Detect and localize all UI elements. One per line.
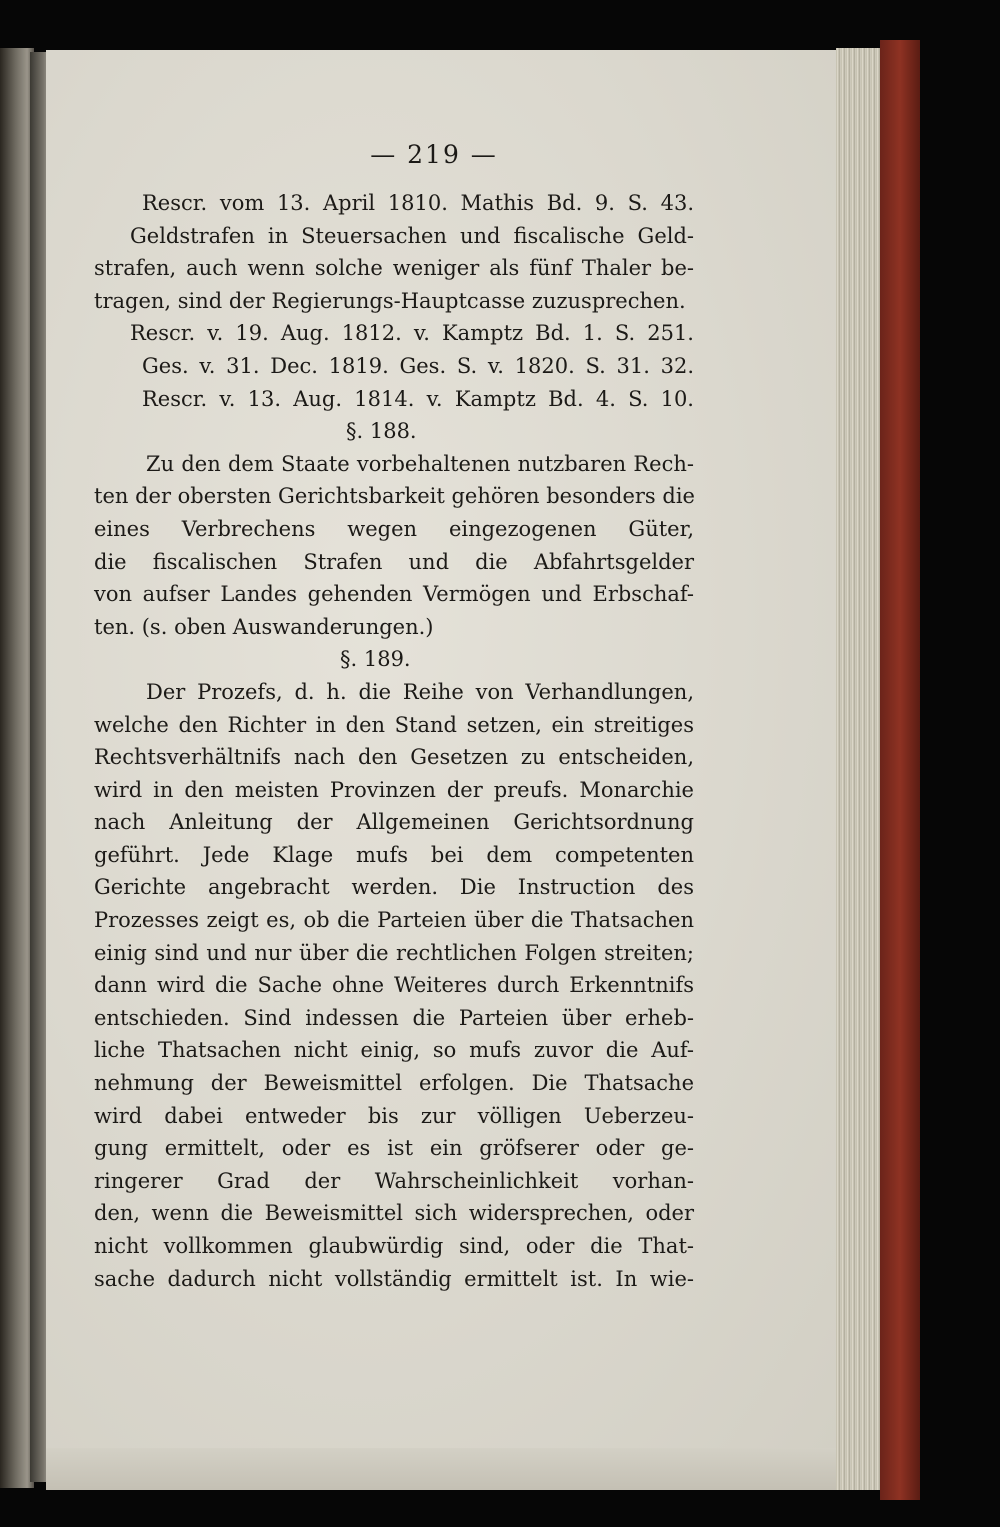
left-page-edge [0,48,34,1488]
page-bottom-margin [46,1448,842,1490]
text-line: geführt. Jede Klage mufs bei dem competenten [94,842,694,867]
text-line: ten der obersten Gerichtsbarkeit gehören besonders die [94,484,695,509]
text-line: entschieden. Sind indessen die Parteien über erheb- [94,1005,694,1030]
text-line: wird in den meisten Provinzen der preufs. Monarchie [94,777,694,802]
text-line: sache dadurch nicht vollständig ermittelt ist. In wie- [94,1266,694,1291]
page-text [94,140,694,1295]
text-line: welche den Richter in den Stand setzen, ein streitiges [94,712,694,737]
text-line: ringerer Grad der Wahrscheinlichkeit vorhan- [94,1168,694,1193]
text-line: nicht vollkommen glaubwürdig sind, oder die That- [94,1234,694,1258]
page-number: — 219 — [370,140,498,169]
page-fore-edge [836,48,882,1490]
text-line: Rescr. vom 13. April 1810. Mathis Bd. 9. S. 43. [142,191,694,215]
text-line: tragen, sind der Regierungs-Hauptcasse zuzusprechen. [94,288,686,313]
text-line: wird dabei entweder bis zur völligen Ueberzeu- [94,1103,694,1128]
text-line: eines Verbrechens wegen eingezogenen Güter, [94,516,694,541]
text-line: einig sind und nur über die rechtlichen Folgen streiten; [94,940,694,965]
cover-edge [880,40,920,1500]
text-line: Ges. v. 31. Dec. 1819. Ges. S. v. 1820. S. 31. 32. [142,353,694,378]
text-line: Rechtsverhältnifs nach den Gesetzen zu entscheiden, [94,745,694,770]
text-line: Rescr. v. 13. Aug. 1814. v. Kamptz Bd. 4. S. 10. [142,386,694,411]
text-line: gung ermittelt, oder es ist ein gröfserer oder ge- [94,1136,694,1161]
text-line: nehmung der Beweismittel erfolgen. Die Thatsache [94,1071,694,1096]
text-line: Geldstrafen in Steuersachen und fiscalische Geld- [130,223,694,248]
text-line: ten. (s. oben Auswanderungen.) [94,614,434,639]
text-line: Prozesses zeigt es, ob die Parteien über die Thatsachen [94,908,694,933]
text-line: Rescr. v. 19. Aug. 1812. v. Kamptz Bd. 1. S. 251. [130,321,694,346]
section-heading: §. 188. [346,419,417,444]
text-line: Zu den dem Staate vorbehaltenen nutzbaren Rech- [146,451,694,476]
text-line: Der Prozefs, d. h. die Reihe von Verhandlungen, [146,679,694,704]
text-line: die fiscalischen Strafen und die Abfahrtsgelder [94,549,694,574]
section-heading: §. 189. [340,647,411,672]
text-line: nach Anleitung der Allgemeinen Gerichtsordnung [94,810,694,835]
text-line: den, wenn die Beweismittel sich widersprechen, oder [94,1201,694,1226]
text-line: Gerichte angebracht werden. Die Instruction des [94,875,694,900]
text-blocks [94,187,694,1295]
text-line: dann wird die Sache ohne Weiteres durch Erkenntnifs [94,973,694,998]
text-line: strafen, auch wenn solche weniger als fünf Thaler be- [94,256,694,281]
text-line: von aufser Landes gehenden Vermögen und Erbschaf- [94,582,694,607]
text-line: liche Thatsachen nicht einig, so mufs zuvor die Auf- [94,1038,694,1063]
